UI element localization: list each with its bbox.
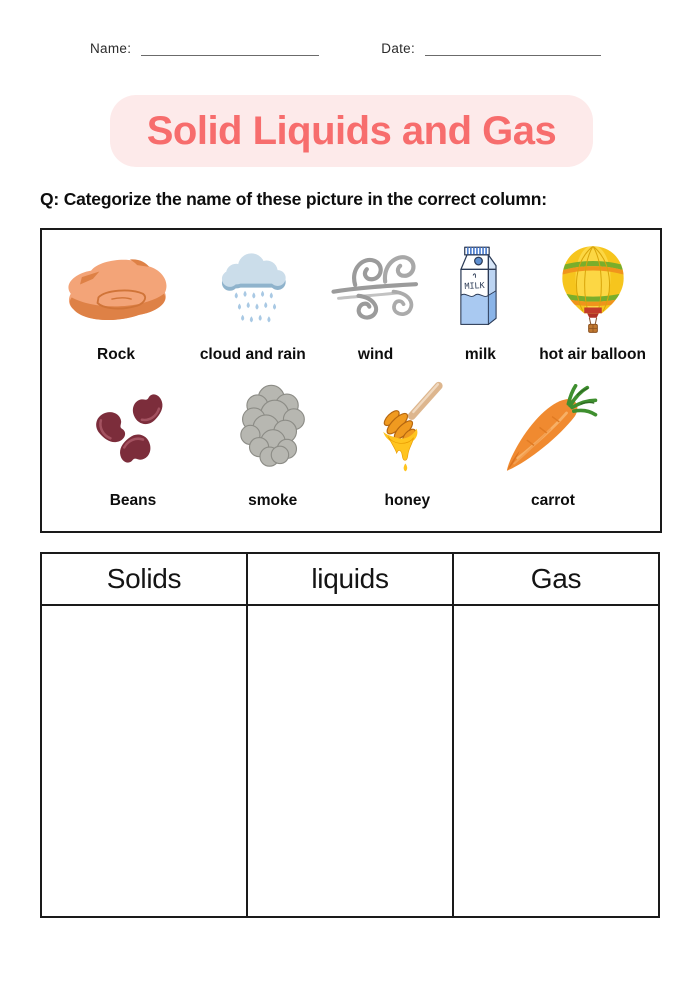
date-label: Date: (381, 41, 416, 56)
date-blank-line[interactable] (425, 40, 601, 56)
answer-table (40, 552, 660, 918)
picture-label: cloud and rain (199, 346, 306, 363)
picture-label: milk (464, 346, 496, 363)
page-title: Solid Liquids and Gas (146, 108, 557, 153)
picture-item-rock (56, 244, 176, 364)
hot-air-balloon-icon (556, 244, 630, 336)
picture-label: Beans (109, 492, 157, 509)
wind-icon (330, 244, 422, 336)
liquids-answer-cell[interactable] (248, 606, 454, 916)
picture-label: honey (384, 492, 431, 509)
picture-row-2 (42, 364, 660, 510)
name-label: Name: (90, 41, 132, 56)
name-date-header (90, 40, 612, 56)
question-text: Q: Categorize the name of these picture in the correct column: (40, 189, 547, 209)
rock-icon (56, 244, 176, 336)
honey-dipper-icon (369, 380, 445, 482)
picture-item-cloud-and-rain (200, 244, 306, 364)
column-header-solids: Solids (42, 554, 248, 604)
date-field (381, 40, 601, 56)
name-blank-line[interactable] (141, 40, 319, 56)
picture-item-smoke (229, 380, 317, 510)
milk-carton-text: MILK (464, 279, 486, 291)
picture-item-beans (90, 380, 176, 510)
answer-table-header-row (42, 554, 658, 606)
picture-label: Rock (97, 346, 135, 363)
cloud-and-rain-icon (209, 244, 297, 336)
picture-grid-box (40, 228, 662, 533)
picture-row-1 (42, 230, 660, 364)
picture-label: hot air balloon (539, 346, 646, 363)
picture-item-carrot (498, 380, 608, 510)
carrot-icon (498, 380, 608, 482)
picture-label: carrot (531, 492, 575, 509)
name-field (90, 40, 319, 56)
title-banner (110, 95, 593, 167)
solids-answer-cell[interactable] (42, 606, 248, 916)
smoke-icon (229, 380, 317, 482)
picture-item-wind (330, 244, 422, 364)
picture-label: wind (357, 346, 394, 363)
milk-carton-icon (445, 244, 515, 336)
picture-item-hot-air-balloon (539, 244, 646, 364)
picture-item-honey (369, 380, 445, 510)
gas-answer-cell[interactable] (454, 606, 658, 916)
picture-item-milk (445, 244, 515, 364)
column-header-gas: Gas (530, 563, 582, 594)
beans-icon (90, 380, 176, 482)
picture-label: smoke (248, 492, 298, 509)
answer-table-body-row (42, 606, 658, 916)
column-header-liquids: liquids (248, 554, 454, 604)
